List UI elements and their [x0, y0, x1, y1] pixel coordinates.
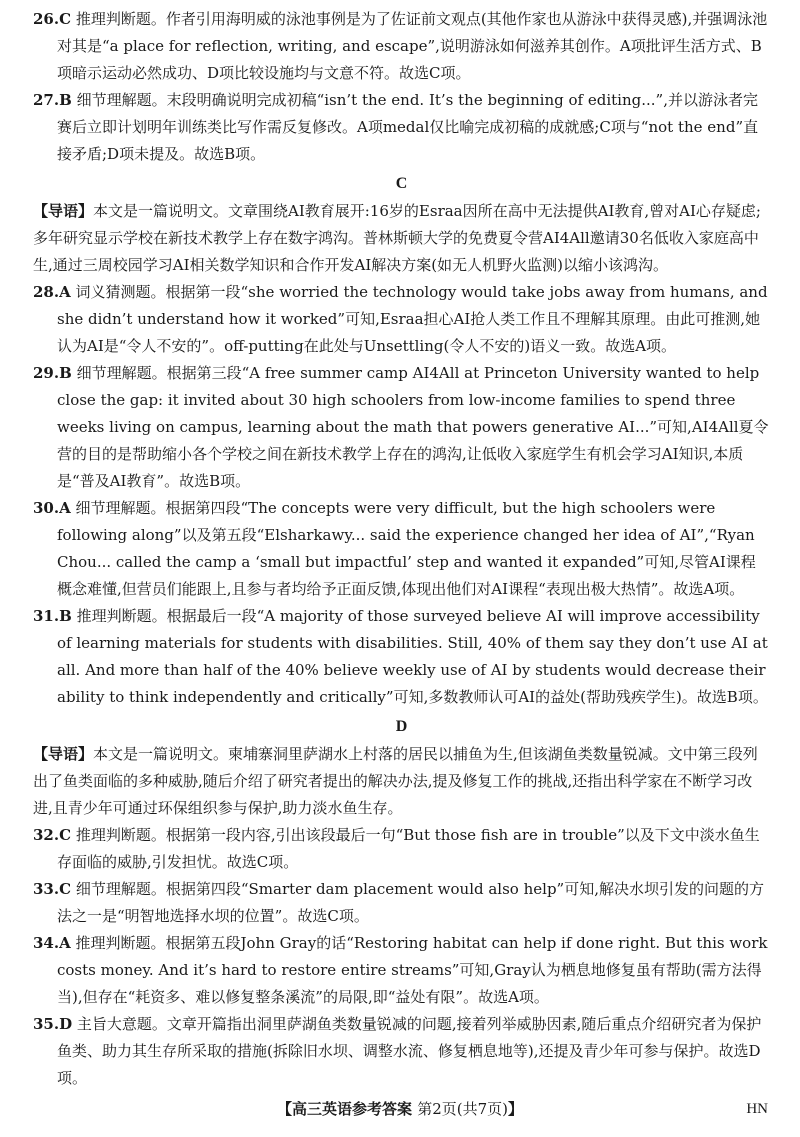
answer-explanation: 细节理解题。根据第四段“Smarter dam placement would also help”可知,解决水坝引发的问题的方法之一是“明智地选择水坝的位置”。故选C项。: [57, 880, 764, 925]
answer-number: 31.B: [33, 607, 72, 625]
footer-right-bracket: 】: [508, 1100, 524, 1118]
section-heading-c: C: [395, 175, 408, 192]
answer-number: 34.A: [33, 934, 71, 952]
answer-number: 32.C: [33, 826, 72, 844]
answer-item-32: [33, 822, 770, 876]
answer-item-28: [33, 279, 770, 360]
answer-number: 33.C: [33, 880, 72, 898]
answer-number: 29.B: [33, 364, 72, 382]
answer-item-33: [33, 876, 770, 930]
page-footer: [0, 1096, 800, 1126]
answer-item-34: [33, 930, 770, 1011]
footer-left-bracket: 【: [276, 1100, 292, 1118]
answer-number: 35.D: [33, 1015, 73, 1033]
answer-number: 26.C: [33, 10, 72, 28]
section-heading-d: D: [395, 718, 408, 735]
answer-item-35: [33, 1011, 770, 1092]
section-c-guide: [33, 198, 770, 279]
guide-text: 本文是一篇说明文。柬埔寨洞里萨湖水上村落的居民以捕鱼为生,但该湖鱼类数量锐减。文中第三段列出了鱼类面临的多种威胁,随后介绍了研究者提出的解决办法,提及修复工作的挑战,还指出科学家在不断学习改进,且青少年可通过环保组织参与保护,助力淡水鱼生存。: [33, 745, 758, 817]
answer-item-31: [33, 603, 770, 711]
answer-number: 28.A: [33, 283, 71, 301]
footer-title-block: [0, 1096, 800, 1123]
answer-explanation: 推理判断题。根据最后一段“A majority of those surveyed believe AI will improve accessibility of learning materials for students with disabilities. Still, 40% of them say they don’t use AI at all. And more than half of the 40% believe weekly use of AI by students would decrease their ability to think independently and critically”可知,多数教师认可AI的益处(帮助残疾学生)。故选B项。: [57, 607, 768, 706]
guide-tag: 【导语】: [33, 745, 94, 763]
footer-title: 高三英语参考答案: [291, 1100, 412, 1118]
answer-explanation: 推理判断题。根据第一段内容,引出该段最后一句“But those fish are in trouble”以及下文中淡水鱼生存面临的威胁,引发担忧。故选C项。: [57, 826, 760, 871]
answer-explanation: 细节理解题。根据第三段“A free summer camp AI4All at Princeton University wanted to help close the gap: it invited about 30 high schoolers from low-income families to spend three weeks living on campus, learning about the math that powers generative AI...”可知,AI4All夏令营的目的是帮助缩小各个学校之间在新技术教学上存在的鸿沟,让低收入家庭学生有机会学习AI知识,本质是“普及AI教育”。故选B项。: [57, 364, 769, 490]
footer-page-number: 第2页(共7页): [417, 1100, 509, 1118]
section-d-guide: [33, 741, 770, 822]
answer-number: 30.A: [33, 499, 71, 517]
answer-explanation: 推理判断题。根据第五段John Gray的话“Restoring habitat can help if done right. But this work costs money. And it’s hard to restore entire streams”可知,Gray认为栖息地修复虽有帮助(需方法得当),但存在“耗资多、难以修复整条溪流”的局限,即“益处有限”。故选A项。: [57, 934, 768, 1006]
guide-tag: 【导语】: [33, 202, 94, 220]
answer-explanation: 细节理解题。根据第四段“The concepts were very difficult, but the high schoolers were following along”以及第五段“Elsharkawy... said the experience changed her idea of AI”,“Ryan Chou... called the camp a ‘small but impactful’ step and wanted it expanded”可知,尽管AI课程概念难懂,但营员们能跟上,且参与者均给予正面反馈,体现出他们对AI课程“表现出极大热情”。故选A项。: [57, 499, 756, 598]
guide-text: 本文是一篇说明文。文章围绕AI教育展开:16岁的Esraa因所在高中无法提供AI教育,曾对AI心存疑虑;多年研究显示学校在新技术教学上存在数字鸿沟。普林斯顿大学的免费夏令营AI4All邀请30名低收入家庭高中生,通过三周校园学习AI相关数学知识和合作开发AI解决方案(如无人机野火监测)以缩小该鸿沟。: [33, 202, 761, 274]
answer-explanation: 细节理解题。末段明确说明完成初稿“isn’t the end. It’s the beginning of editing...”,并以游泳者完赛后立即计划明年训练类比写作需反复修改。A项medal仅比喻完成初稿的成就感;C项与“not the end”直接矛盾;D项未提及。故选B项。: [57, 91, 759, 163]
answer-explanation: 推理判断题。作者引用海明威的泳池事例是为了佐证前文观点(其他作家也从游泳中获得灵感),并强调泳池对其是“a place for reflection, writing, and escape”,说明游泳如何滋养其创作。A项批评生活方式、B项暗示运动必然成功、D项比较设施均与文意不符。故选C项。: [57, 10, 768, 82]
answer-explanation: 主旨大意题。文章开篇指出洞里萨湖鱼类数量锐减的问题,接着列举威胁因素,随后重点介绍研究者为保护鱼类、助力其生存所采取的措施(拆除旧水坝、调整水流、修复栖息地等),还提及青少年可参与保护。故选D项。: [57, 1015, 762, 1087]
answer-number: 27.B: [33, 91, 72, 109]
answer-explanation: 词义猜测题。根据第一段“she worried the technology would take jobs away from humans, and she didn’t understand how it worked”可知,Esraa担心AI抢人类工作且不理解其原理。由此可推测,她认为AI是“令人不安的”。off-putting在此处与Unsettling(令人不安的)语义一致。故选A项。: [57, 283, 768, 355]
answer-item-30: [33, 495, 770, 603]
answer-item-26: [33, 6, 770, 87]
answer-item-27: [33, 87, 770, 168]
answer-item-29: [33, 360, 770, 495]
footer-region-code: HN: [746, 1101, 768, 1117]
